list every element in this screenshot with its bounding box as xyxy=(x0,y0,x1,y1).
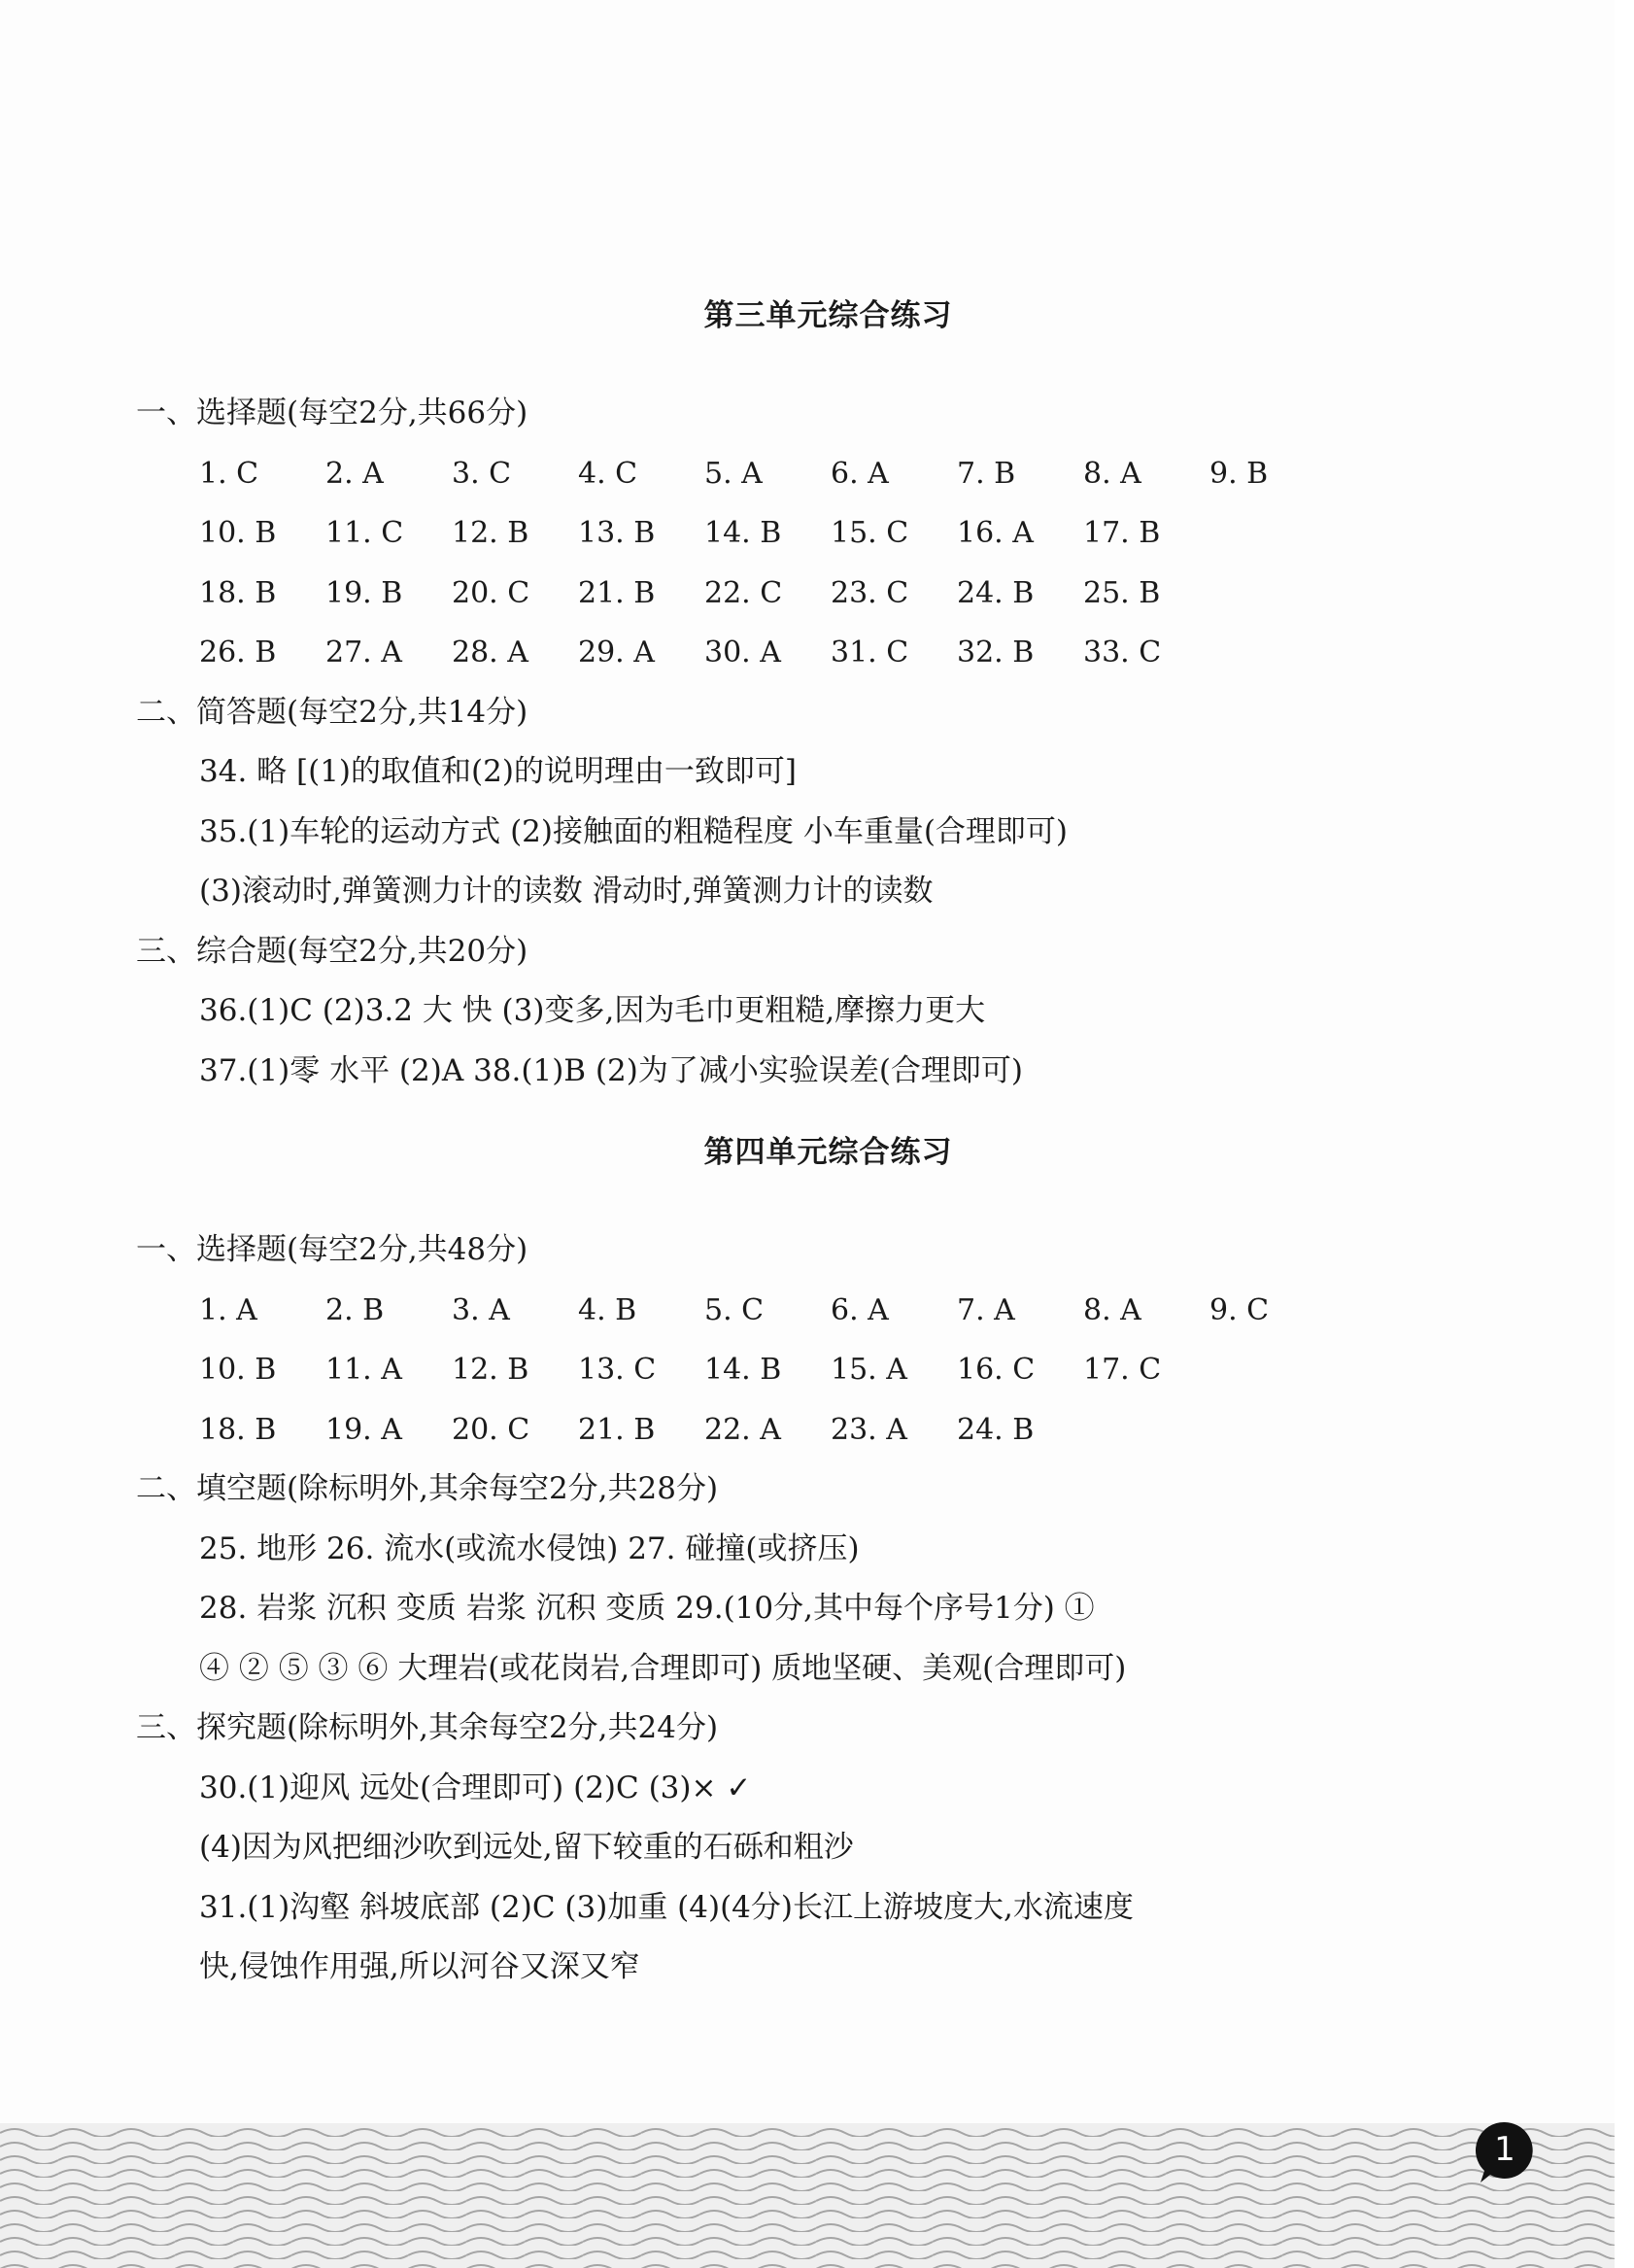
unit3-choice-row xyxy=(136,564,1418,624)
unit4-choice-answer: 3. A xyxy=(452,1292,510,1327)
unit3-choice-answer: 23. C xyxy=(831,575,909,610)
unit3-choice-answer: 10. B xyxy=(199,516,277,550)
unit3-choice-answer: 15. C xyxy=(831,516,909,550)
unit3-choice-answer: 25. B xyxy=(1083,575,1161,610)
unit3-choice-grid xyxy=(136,444,1418,683)
unit3-choice-answer: 22. C xyxy=(704,575,783,610)
unit4-q29-continued: ④ ② ⑤ ③ ⑥ 大理岩(或花岗岩,合理即可) 质地坚硬、美观(合理即可) xyxy=(199,1650,1127,1686)
unit3-choice-answer: 11. C xyxy=(325,516,404,550)
unit3-q35-a: 35.(1)车轮的运动方式 (2)接触面的粗糙程度 小车重量(合理即可) xyxy=(199,813,1069,849)
unit4-section3-heading: 三、探究题(除标明外,其余每空2分,共24分) xyxy=(136,1710,719,1745)
unit4-choice-answer: 11. A xyxy=(325,1353,402,1387)
unit3-choice-answer: 1. C xyxy=(199,456,259,491)
unit4-choice-answer: 23. A xyxy=(831,1412,907,1447)
unit4-choice-answer: 12. B xyxy=(452,1353,529,1387)
unit4-choice-answer: 8. A xyxy=(1083,1292,1141,1327)
unit3-choice-answer: 14. B xyxy=(704,516,782,550)
unit4-section1-heading: 一、选择题(每空2分,共48分) xyxy=(136,1232,528,1267)
unit3-choice-answer: 30. A xyxy=(704,636,781,670)
unit3-title: 第三单元综合练习 xyxy=(703,298,953,333)
unit3-choice-answer: 6. A xyxy=(831,456,889,491)
unit3-choice-row xyxy=(136,503,1418,564)
unit4-choice-row xyxy=(136,1281,1418,1341)
unit3-section3-heading: 三、综合题(每空2分,共20分) xyxy=(136,933,528,969)
unit3-choice-answer: 28. A xyxy=(452,636,528,670)
unit3-choice-answer: 12. B xyxy=(452,516,529,550)
unit4-q30-b: (4)因为风把细沙吹到远处,留下较重的石砾和粗沙 xyxy=(199,1830,854,1865)
unit4-q30-a: 30.(1)迎风 远处(合理即可) (2)C (3)× ✓ xyxy=(199,1770,752,1805)
unit4-choice-answer: 4. B xyxy=(578,1292,637,1327)
unit3-choice-answer: 5. A xyxy=(704,456,763,491)
unit4-section2-heading: 二、填空题(除标明外,其余每空2分,共28分) xyxy=(136,1471,719,1506)
wave-footer-decoration xyxy=(0,2123,1615,2268)
unit4-choice-answer: 2. B xyxy=(325,1292,385,1327)
unit3-choice-answer: 8. A xyxy=(1083,456,1141,491)
unit3-choice-answer: 17. B xyxy=(1083,516,1161,550)
unit4-choice-answer: 5. C xyxy=(704,1292,765,1327)
unit4-choice-answer: 17. C xyxy=(1083,1353,1162,1387)
unit3-choice-answer: 7. B xyxy=(957,456,1016,491)
unit3-choice-answer: 33. C xyxy=(1083,636,1162,670)
unit4-title: 第四单元综合练习 xyxy=(703,1135,953,1170)
unit3-choice-answer: 24. B xyxy=(957,575,1035,610)
unit3-section1-heading: 一、选择题(每空2分,共66分) xyxy=(136,395,528,430)
page-number: 1 xyxy=(1494,2130,1515,2169)
unit3-choice-answer: 16. A xyxy=(957,516,1034,550)
unit3-q36: 36.(1)C (2)3.2 大 快 (3)变多,因为毛巾更粗糙,摩擦力更大 xyxy=(199,993,986,1028)
unit4-choice-answer: 7. A xyxy=(957,1292,1015,1327)
page-edge xyxy=(1615,0,1634,2268)
unit4-choice-answer: 19. A xyxy=(325,1412,402,1447)
unit3-choice-answer: 19. B xyxy=(325,575,403,610)
unit4-choice-answer: 21. B xyxy=(578,1412,656,1447)
unit4-choice-answer: 16. C xyxy=(957,1353,1036,1387)
unit4-choice-answer: 1. A xyxy=(199,1292,257,1327)
unit3-choice-answer: 26. B xyxy=(199,636,277,670)
unit4-q31-b: 快,侵蚀作用强,所以河谷又深又窄 xyxy=(199,1949,640,1984)
unit3-choice-answer: 18. B xyxy=(199,575,277,610)
unit3-choice-answer: 29. A xyxy=(578,636,655,670)
unit4-choice-grid xyxy=(136,1281,1418,1460)
unit3-q37-38: 37.(1)零 水平 (2)A 38.(1)B (2)为了减小实验误差(合理即可) xyxy=(199,1052,1024,1088)
unit3-choice-answer: 13. B xyxy=(578,516,656,550)
unit4-choice-answer: 22. A xyxy=(704,1412,781,1447)
unit4-choice-answer: 15. A xyxy=(831,1353,907,1387)
unit3-choice-answer: 2. A xyxy=(325,456,384,491)
unit3-choice-answer: 9. B xyxy=(1209,456,1269,491)
unit4-q28-29: 28. 岩浆 沉积 变质 岩浆 沉积 变质 29.(10分,其中每个序号1分) ① xyxy=(199,1591,1095,1626)
unit3-q35-b: (3)滚动时,弹簧测力计的读数 滑动时,弹簧测力计的读数 xyxy=(199,874,934,909)
unit4-choice-answer: 20. C xyxy=(452,1412,530,1447)
unit4-choice-answer: 24. B xyxy=(957,1412,1035,1447)
unit4-choice-row xyxy=(136,1400,1418,1460)
unit3-choice-answer: 27. A xyxy=(325,636,402,670)
unit3-choice-row xyxy=(136,623,1418,683)
unit4-choice-answer: 13. C xyxy=(578,1353,657,1387)
unit3-choice-answer: 32. B xyxy=(957,636,1035,670)
unit3-choice-answer: 20. C xyxy=(452,575,530,610)
unit3-section2-heading: 二、简答题(每空2分,共14分) xyxy=(136,694,528,730)
unit3-choice-answer: 3. C xyxy=(452,456,512,491)
unit4-choice-answer: 9. C xyxy=(1209,1292,1270,1327)
unit3-choice-row xyxy=(136,444,1418,504)
answer-content xyxy=(136,292,1418,1998)
unit3-choice-answer: 21. B xyxy=(578,575,656,610)
unit4-choice-answer: 18. B xyxy=(199,1412,277,1447)
unit4-choice-answer: 10. B xyxy=(199,1353,277,1387)
unit4-choice-row xyxy=(136,1340,1418,1400)
unit4-q25-27: 25. 地形 26. 流水(或流水侵蚀) 27. 碰撞(或挤压) xyxy=(199,1530,860,1566)
unit3-choice-answer: 4. C xyxy=(578,456,638,491)
unit3-choice-answer: 31. C xyxy=(831,636,909,670)
unit4-choice-answer: 14. B xyxy=(704,1353,782,1387)
unit4-q31-a: 31.(1)沟壑 斜坡底部 (2)C (3)加重 (4)(4分)长江上游坡度大,水流速度 xyxy=(199,1889,1134,1925)
unit4-choice-answer: 6. A xyxy=(831,1292,889,1327)
unit3-q34: 34. 略 [(1)的取值和(2)的说明理由一致即可] xyxy=(199,754,798,789)
